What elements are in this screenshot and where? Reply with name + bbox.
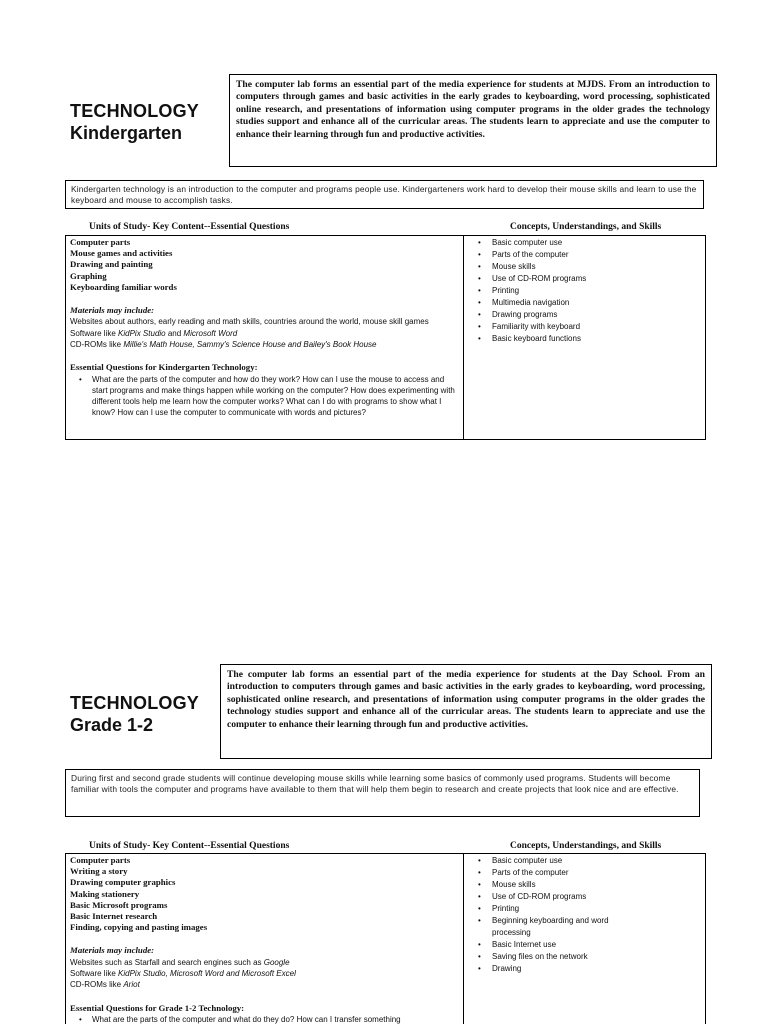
skill-item: • Basic computer use <box>492 237 701 249</box>
topic-item: Basic Internet research <box>70 911 158 922</box>
materials-item: Software like KidPix Studio, Microsoft Word and Microsoft Excel <box>70 969 296 979</box>
section1-content-table <box>65 235 706 440</box>
materials-item: CD-ROMs like Ariot <box>70 980 140 990</box>
section2-eq-heading: Essential Questions for Grade 1-2 Technology: <box>70 1002 245 1013</box>
section1-eq-list <box>70 374 459 419</box>
section1-description-box: Kindergarten technology is an introduction to the computer and programs people use. Kindergarteners work hard to develop their mouse skills and learn to use the keyboard and mouse to accomplish tasks. <box>65 180 704 209</box>
topic-item: Making stationery <box>70 888 140 899</box>
section2-eq-item: • What are the parts of the computer and what do they do? How can I transfer something <box>92 1014 459 1024</box>
section1-right-column-header: Concepts, Understandings, and Skills <box>510 222 662 232</box>
section1-intro-box: The computer lab forms an essential part of the media experience for students at MJDS. From an introduction to computers through games and basic activities in the early grades to keyboarding, word processing, sophisticated online research, and presentations of information using computer programs in the older grades the technology studies support and enhance all of the curricular areas. The students learn to appreciate and use the computer to enhance their learning through fun and productive activities. <box>229 74 717 167</box>
section2-content-table <box>65 853 706 1024</box>
section2-materials-list <box>70 957 459 991</box>
section1-title-line1: TECHNOLOGY <box>70 101 200 121</box>
section1-topic-list <box>70 237 459 293</box>
section1-title-line2: Kindergarten <box>70 123 183 143</box>
section2-title-line2: Grade 1-2 <box>70 715 154 735</box>
section1-skills-cell <box>464 236 705 439</box>
topic-item: Computer parts <box>70 855 131 865</box>
section2-description-box: During first and second grade students will continue developing mouse skills while learning some basics of commonly used programs. Students will become familiar with tools the computer and programs have available to them that will help them begin to research and create projects that look nice and are effective. <box>65 769 700 817</box>
skill-item: • Familiarity with keyboard <box>492 321 701 333</box>
section2-title <box>70 692 199 736</box>
section2-skills-cell <box>464 854 705 1024</box>
section2-right-column-header: Concepts, Understandings, and Skills <box>510 841 662 851</box>
skill-item: • Parts of the computer <box>492 249 701 261</box>
skill-item: • Drawing <box>492 963 701 975</box>
materials-item: Software like KidPix Studio and Microsoft Word <box>70 328 238 338</box>
materials-item: CD-ROMs like Millie's Math House, Sammy's Science House and Bailey's Book House <box>70 339 377 349</box>
topic-item: Drawing and painting <box>70 259 153 270</box>
topic-item: Basic Microsoft programs <box>70 899 168 910</box>
section2-left-column-header: Units of Study- Key Content--Essential Questions <box>89 841 290 851</box>
materials-item: Websites about authors, early reading and math skills, countries around the world, mouse skill games <box>70 317 429 327</box>
skill-item: • Printing <box>492 903 701 915</box>
topic-item: Finding, copying and pasting images <box>70 922 208 933</box>
topic-item: Keyboarding familiar words <box>70 281 177 292</box>
skill-item: • Use of CD-ROM programs <box>492 891 701 903</box>
section1-materials-heading: Materials may include: <box>70 305 155 316</box>
skill-item: • Basic keyboard functions <box>492 333 701 345</box>
section2-materials-heading: Materials may include: <box>70 945 155 956</box>
section1-left-column-header: Units of Study- Key Content--Essential Questions <box>89 222 290 232</box>
topic-item: Writing a story <box>70 866 128 877</box>
topic-item: Graphing <box>70 270 107 281</box>
section1-title <box>70 100 199 144</box>
section2-units-cell <box>66 854 464 1024</box>
topic-item: Mouse games and activities <box>70 248 173 259</box>
topic-item: Computer parts <box>70 237 131 247</box>
section1-materials-list <box>70 316 459 350</box>
section2-title-line1: TECHNOLOGY <box>70 693 200 713</box>
skill-item: • Beginning keyboarding and word processing <box>492 915 612 939</box>
section1-skills-list <box>478 237 701 345</box>
skill-item: • Drawing programs <box>492 309 701 321</box>
section1-eq-item: • What are the parts of the computer and how do they work? How can I use the mouse to access and start programs and make things happen while working on the computer? How does experimenting with different tools help me learn how the computer works? What can I do with programs to show what I know? How can I use the computer to communicate with words and pictures? <box>92 374 459 419</box>
section2-eq-list <box>70 1014 459 1024</box>
skill-item: • Use of CD-ROM programs <box>492 273 701 285</box>
skill-item: • Basic Internet use <box>492 939 701 951</box>
skill-item: • Parts of the computer <box>492 867 701 879</box>
section2-topic-list <box>70 855 459 933</box>
section1-units-cell <box>66 236 464 439</box>
section2-skills-list <box>478 855 701 975</box>
skill-item: • Printing <box>492 285 701 297</box>
skill-item: • Basic computer use <box>492 855 701 867</box>
section1-eq-heading: Essential Questions for Kindergarten Technology: <box>70 362 258 373</box>
section2-intro-box: The computer lab forms an essential part of the media experience for students at the Day School. From an introduction to computers through games and basic activities in the early grades to keyboarding, word processing, sophisticated online research, and presentations of information using computer programs in the older grades the technology studies support and enhance all of the curricular areas. The students learn to appreciate and use the computer to enhance their learning through fun and productive activities. <box>220 664 712 759</box>
topic-item: Drawing computer graphics <box>70 877 176 888</box>
skill-item: • Saving files on the network <box>492 951 701 963</box>
materials-item: Websites such as Starfall and search engines such as Google <box>70 957 290 967</box>
skill-item: • Mouse skills <box>492 879 701 891</box>
skill-item: • Mouse skills <box>492 261 701 273</box>
skill-item: • Multimedia navigation <box>492 297 701 309</box>
